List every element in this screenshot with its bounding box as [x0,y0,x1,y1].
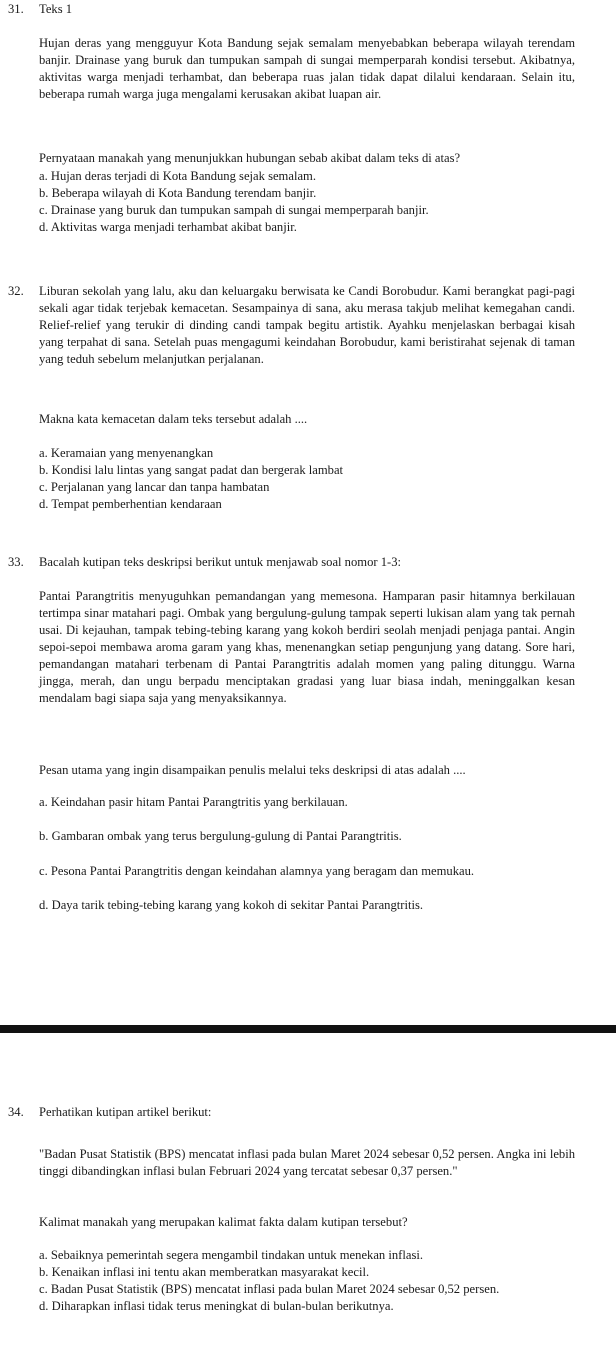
answer-options [39,445,575,513]
passage: Hujan deras yang mengguyur Kota Bandung sejak semalam menyebabkan beberapa wilayah terendam banjir. Drainase yang buruk dan tumpukan sampah di sungai memperparah kondisi tersebut. Akibatnya, aktivitas warga menjadi terhambat, dan beberapa ruas jalan tidak dapat dilalui kendaraan. Selain itu, beberapa rumah warga juga mengalami kerusakan akibat luapan air. [39,36,575,101]
option-b[interactable]: b. Kenaikan inflasi ini tentu akan memberatkan masyarakat kecil. [39,1265,370,1279]
option-c[interactable]: c. Badan Pusat Statistik (BPS) mencatat inflasi pada bulan Maret 2024 sebesar 0,52 persen. [39,1282,500,1296]
question-intro: Bacalah kutipan teks deskripsi berikut untuk menjawab soal nomor 1-3: [39,555,401,569]
answer-options [39,1247,575,1315]
passage: "Badan Pusat Statistik (BPS) mencatat inflasi pada bulan Maret 2024 sebesar 0,52 persen. Angka ini lebih tinggi dibandingkan inflasi bulan Februari 2024 yang tercatat sebesar 0,37 persen." [39,1147,575,1178]
option-c[interactable]: c. Perjalanan yang lancar dan tanpa hambatan [39,480,270,494]
question-prompt: Kalimat manakah yang merupakan kalimat fakta dalam kutipan tersebut? [39,1215,408,1229]
question-number: 34. [8,1105,24,1119]
option-a[interactable]: a. Sebaiknya pemerintah segera mengambil tindakan untuk menekan inflasi. [39,1248,423,1262]
option-b[interactable]: b. Beberapa wilayah di Kota Bandung terendam banjir. [39,186,317,200]
option-a[interactable]: a. Keramaian yang menyenangkan [39,446,214,460]
option-c[interactable]: c. Drainase yang buruk dan tumpukan sampah di sungai memperparah banjir. [39,203,429,217]
option-c[interactable]: c. Pesona Pantai Parangtritis dengan keindahan alamnya yang beragam dan memukau. [39,864,475,878]
option-d[interactable]: d. Aktivitas warga menjadi terhambat akibat banjir. [39,220,297,234]
passage: Pantai Parangtritis menyuguhkan pemandangan yang memesona. Hamparan pasir hitamnya berkilauan tertimpa sinar matahari pagi. Ombak yang bergulung-gulung tampak seperti lukisan alam yang tak pernah usai. Di kejauhan, tampak tebing-tebing karang yang kokoh berdiri seolah menjadi penjaga pantai. Angin sepoi-sepoi membawa aroma garam yang khas, menenangkan setiap pengunjung yang datang. Sore hari, pemandangan matahari terbenam di Pantai Parangtritis adalah momen yang paling ditunggu. Warna jingga, merah, dan ungu berpadu menciptakan gradasi yang luar biasa indah, meninggalkan kesan mendalam bagi siapa saja yang menyaksikannya. [39,589,575,705]
question-prompt: Makna kata kemacetan dalam teks tersebut adalah .... [39,412,308,426]
option-d[interactable]: d. Diharapkan inflasi tidak terus meningkat di bulan-bulan berikutnya. [39,1299,394,1313]
passage: Liburan sekolah yang lalu, aku dan keluargaku berwisata ke Candi Borobudur. Kami berangkat pagi-pagi sekali agar tidak terjebak kemacetan. Sesampainya di sana, aku merasa takjub melihat kemegahan candi. Relief-relief yang terukir di dinding candi tampak begitu artistik. Ayahku menjelaskan berbagai kisah yang terpahat di sana. Setelah puas mengagumi keindahan Borobudur, kami beristirahat sejenak di taman yang teduh sebelum melanjutkan perjalanan. [39,284,575,366]
question-number: 33. [8,555,24,569]
option-b[interactable]: b. Kondisi lalu lintas yang sangat padat dan bergerak lambat [39,463,344,477]
answer-options [39,168,575,236]
option-a[interactable]: a. Keindahan pasir hitam Pantai Parangtritis yang berkilauan. [39,795,348,809]
section-divider [0,1025,616,1033]
question-prompt: Pernyataan manakah yang menunjukkan hubungan sebab akibat dalam teks di atas? [39,151,461,165]
option-a[interactable]: a. Hujan deras terjadi di Kota Bandung sejak semalam. [39,169,316,183]
option-b[interactable]: b. Gambaran ombak yang terus bergulung-gulung di Pantai Parangtritis. [39,829,402,843]
question-intro: Perhatikan kutipan artikel berikut: [39,1105,212,1119]
option-d[interactable]: d. Tempat pemberhentian kendaraan [39,497,222,511]
question-number: 32. [8,284,24,298]
option-d[interactable]: d. Daya tarik tebing-tebing karang yang kokoh di sekitar Pantai Parangtritis. [39,898,424,912]
text-title: Teks 1 [39,2,73,16]
question-prompt: Pesan utama yang ingin disampaikan penulis melalui teks deskripsi di atas adalah .... [39,763,466,777]
question-number: 31. [8,2,24,16]
